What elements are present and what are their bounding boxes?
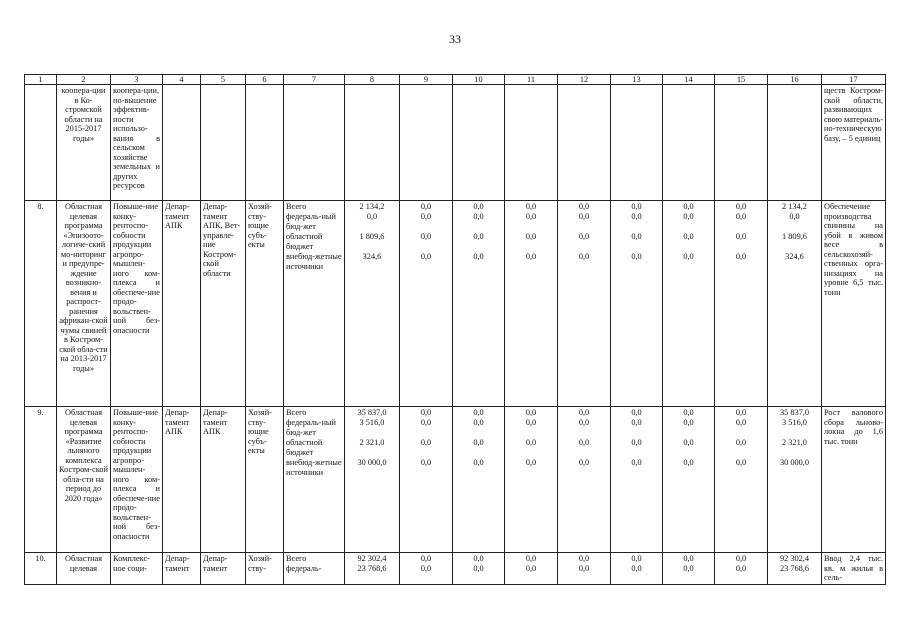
amount-col11: 0,0 0,0 0,0 0,0: [505, 201, 558, 407]
continued-row: [25, 85, 886, 201]
program-table: [24, 74, 886, 585]
column-number-row: [25, 75, 886, 85]
program-name-cell: Областная целевая программа «Развитие льняного комплекса Костром-ской обла-сти на период до 2020 года»: [57, 407, 111, 553]
amount-col15: 0,0 0,0 0,0 0,0: [715, 201, 768, 407]
source-total: Всего: [286, 202, 307, 211]
col-header: 11: [505, 75, 558, 85]
table-row: [25, 407, 886, 553]
amount-col15: 0,0 0,0: [715, 553, 768, 585]
amount-col12: 0,0 0,0: [558, 553, 611, 585]
amount-col11: 0,0 0,0 0,0 0,0: [505, 407, 558, 553]
program-name-cell: коопера-ции в Ко-стромской области на 2015-2017 годы»: [57, 85, 111, 201]
amount-col14: 0,0 0,0 0,0 0,0: [663, 201, 715, 407]
participant-cell: Хозяй-ству-ющие субъ-екты: [246, 201, 284, 407]
program-goal-cell: Повыше-ние конку-рентоспо-собности продукции агропро-мышлен-ного ком-плекса и обеспече-ние продо-вольствен-ной без-опасности: [111, 407, 163, 553]
col-header: 10: [453, 75, 505, 85]
row-number: 8.: [25, 201, 57, 407]
coordinator-cell: Депар-тамент АПК: [163, 201, 201, 407]
amount-col15: 0,0 0,0 0,0 0,0: [715, 407, 768, 553]
amount-col14: 0,0 0,0: [663, 553, 715, 585]
col-header: 9: [400, 75, 453, 85]
program-name-cell: Областная целевая программа «Эпизоото-логиче-ский мо-ниторинг и предупре-ждение возникно-вения и распрост-ранения африкан-ской чумы свиней в Костром-ской обла-сти на 2013-2017 годы»: [57, 201, 111, 407]
amount-col9: 0,0 0,0: [400, 553, 453, 585]
source-federal: федераль-ный бюд-жет: [286, 212, 336, 231]
executor-cell: Депар-тамент: [201, 553, 246, 585]
program-result-cell: Обеспечение производства свинины на убой в живом весе в сельскохозяй-ственных орга-низациях на уровне 6,5 тыс. тонн: [822, 201, 886, 407]
amount-col13: 0,0 0,0: [611, 553, 663, 585]
funding-sources-cell: [284, 201, 345, 407]
row-number: 9.: [25, 407, 57, 553]
source-regional: областной бюджет: [286, 438, 323, 457]
coordinator-cell: Депар-тамент: [163, 553, 201, 585]
col-header: 15: [715, 75, 768, 85]
source-total: Всего: [286, 408, 307, 417]
amount-col9: 0,0 0,0 0,0 0,0: [400, 407, 453, 553]
amount-col14: 0,0 0,0 0,0 0,0: [663, 407, 715, 553]
funding-sources-cell: [284, 553, 345, 585]
col-header: 4: [163, 75, 201, 85]
amount-col16: 2 134,2 0,0 1 809,6 324,6: [768, 201, 822, 407]
col-header: 16: [768, 75, 822, 85]
participant-cell: Хозяй-ству-: [246, 553, 284, 585]
table-row: [25, 553, 886, 585]
amount-col12: 0,0 0,0 0,0 0,0: [558, 201, 611, 407]
program-goal-cell: Комплекс-ное соци-: [111, 553, 163, 585]
source-total: Всего: [286, 554, 307, 563]
source-regional: областной бюджет: [286, 232, 323, 251]
amount-col10: 0,0 0,0 0,0 0,0: [453, 407, 505, 553]
amount-col9: 0,0 0,0 0,0 0,0: [400, 201, 453, 407]
executor-cell: Депар-тамент АПК, Вет-управле-ние Костром-ской области: [201, 201, 246, 407]
program-goal-cell: Повыше-ние конку-рентоспо-собности продукции агропро-мышлен-ного ком-плекса и обеспече-ние продо-вольствен-ной без-опасности: [111, 201, 163, 407]
col-header: 17: [822, 75, 886, 85]
col-header: 1: [25, 75, 57, 85]
col-header: 13: [611, 75, 663, 85]
amount-col10: 0,0 0,0 0,0 0,0: [453, 201, 505, 407]
source-federal: федераль-ный бюд-жет: [286, 418, 336, 437]
col-header: 12: [558, 75, 611, 85]
program-name-cell: Областная целевая: [57, 553, 111, 585]
amount-col16: 92 302,4 23 768,6: [768, 553, 822, 585]
col-header: 2: [57, 75, 111, 85]
amount-col13: 0,0 0,0 0,0 0,0: [611, 407, 663, 553]
participant-cell: Хозяй-ству-ющие субъ-екты: [246, 407, 284, 553]
program-goal-cell: коопера-ции, по-вышение эффектив-ности использо-вания в сельском хозяйстве земельных и других ресурсов: [111, 85, 163, 201]
program-result-cell: Ввод 2,4 тыс. кв. м жилья в сель-: [822, 553, 886, 585]
source-extrabudget: внебюд-жетные источники: [286, 252, 342, 271]
source-federal: федераль-: [286, 564, 322, 573]
page-number: 33: [449, 32, 461, 46]
col-header: 3: [111, 75, 163, 85]
amount-col8: 35 837,0 3 516,0 2 321,0 30 000,0: [345, 407, 400, 553]
table-row: [25, 201, 886, 407]
funding-sources-cell: [284, 407, 345, 553]
col-header: 6: [246, 75, 284, 85]
amount-col10: 0,0 0,0: [453, 553, 505, 585]
program-result-cell: Рост валового сбора льново-локна до 1,6 тыс. тонн: [822, 407, 886, 553]
row-number: 10.: [25, 553, 57, 585]
amount-col12: 0,0 0,0 0,0 0,0: [558, 407, 611, 553]
amount-col16: 35 837,0 3 516,0 2 321,0 30 000,0: [768, 407, 822, 553]
amount-col13: 0,0 0,0 0,0 0,0: [611, 201, 663, 407]
program-result-cell: ществ Костром-ской области, развивающих свою материаль-но-техническую базу, – 5 единиц: [822, 85, 886, 201]
amount-col8: 92 302,4 23 768,6: [345, 553, 400, 585]
col-header: 7: [284, 75, 345, 85]
executor-cell: Депар-тамент АПК: [201, 407, 246, 553]
col-header: 14: [663, 75, 715, 85]
source-extrabudget: внебюд-жетные источники: [286, 458, 342, 477]
amount-col8: 2 134,2 0,0 1 809,6 324,6: [345, 201, 400, 407]
coordinator-cell: Депар-тамент АПК: [163, 407, 201, 553]
amount-col11: 0,0 0,0: [505, 553, 558, 585]
col-header: 5: [201, 75, 246, 85]
col-header: 8: [345, 75, 400, 85]
